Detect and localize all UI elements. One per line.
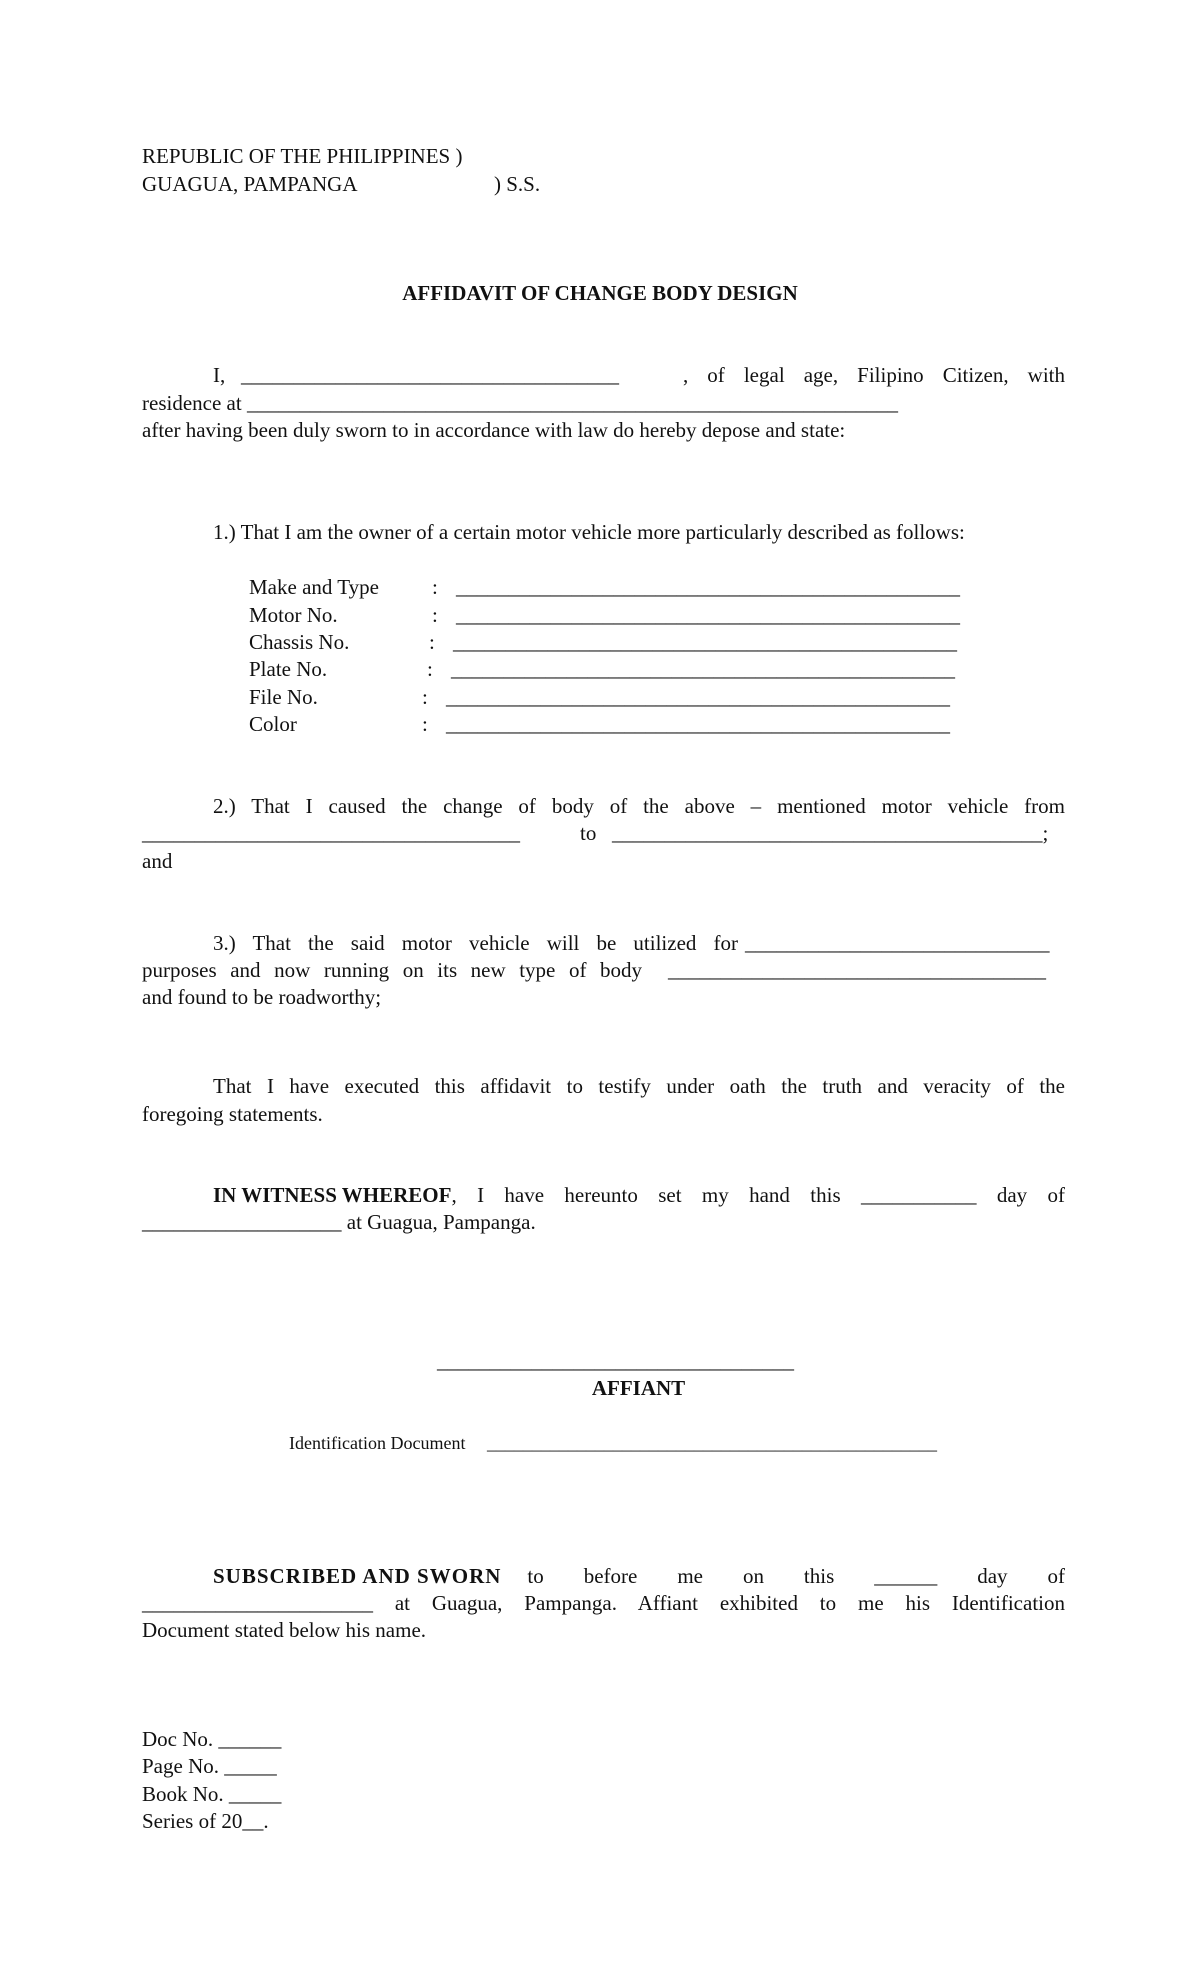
field-colon: : — [422, 712, 428, 736]
jurat-document: Document stated below his name. — [142, 1618, 427, 1642]
field-colon: : — [427, 657, 433, 681]
body-from-blank[interactable]: ____________________________________ — [142, 821, 520, 845]
intro-i: I, — [213, 363, 226, 387]
caption-ss: ) S.S. — [494, 172, 541, 196]
file-no-blank[interactable]: ________________________________________________ — [446, 685, 950, 709]
affiant-signature-line[interactable]: __________________________________ — [437, 1349, 794, 1373]
utilized-for-blank[interactable]: _____________________________ — [745, 931, 1050, 955]
jurat-text[interactable]: to before me on this ______ day of — [527, 1564, 1065, 1588]
witness-date-place[interactable]: ___________________ at Guagua, Pampanga. — [142, 1210, 536, 1234]
identification-document-label: Identification Document — [289, 1433, 466, 1453]
residence-line[interactable]: residence at ______________________________________________________________ — [142, 391, 898, 415]
jurat-heading: SUBSCRIBED AND SWORN — [213, 1564, 502, 1588]
item3-roadworthy: and found to be roadworthy; — [142, 985, 382, 1009]
chassis-no-blank[interactable]: ________________________________________________ — [453, 630, 957, 654]
intro-legal-age: , of legal age, Filipino Citizen, with — [683, 363, 1065, 387]
series-year[interactable]: Series of 20__. — [142, 1809, 269, 1833]
intro-sworn: after having been duly sworn to in accordance with law do hereby depose and state: — [142, 418, 846, 442]
field-label: Motor No. — [249, 603, 338, 627]
field-label: Plate No. — [249, 657, 328, 681]
witness-text[interactable]: , I have hereunto set my hand this ___________ day of — [451, 1183, 1065, 1207]
field-colon: : — [429, 630, 435, 654]
field-colon: : — [432, 575, 438, 599]
motor-no-blank[interactable]: ________________________________________________ — [456, 603, 960, 627]
field-colon: : — [432, 603, 438, 627]
item2-and: and — [142, 849, 173, 873]
plate-no-blank[interactable]: ________________________________________________ — [451, 657, 955, 681]
jurat-line — [213, 1563, 1065, 1590]
field-label: Make and Type — [249, 575, 379, 599]
item3-text: 3.) That the said motor vehicle will be utilized for — [213, 931, 738, 955]
doc-no[interactable]: Doc No. ______ — [142, 1727, 282, 1751]
field-label: File No. — [249, 685, 318, 709]
item2-to: to — [580, 821, 597, 845]
name-blank[interactable]: ____________________________________ — [241, 363, 619, 387]
color-blank[interactable]: ________________________________________________ — [446, 712, 950, 736]
executed-text: That I have executed this affidavit to testify under oath the truth and veracity of the — [213, 1074, 1065, 1098]
item3-purposes: purposes and now running on its new type of body — [142, 958, 642, 982]
page-no[interactable]: Page No. _____ — [142, 1754, 277, 1778]
field-colon: : — [422, 685, 428, 709]
body-to-blank[interactable]: _________________________________________; — [612, 821, 1049, 845]
document-title: AFFIDAVIT OF CHANGE BODY DESIGN — [402, 281, 798, 305]
field-label: Color — [249, 712, 297, 736]
item2-text: 2.) That I caused the change of body of the above – mentioned motor vehicle from — [213, 794, 1065, 818]
identification-document-blank[interactable]: __________________________________________________ — [487, 1433, 937, 1453]
body-type-blank[interactable]: ____________________________________ — [668, 958, 1046, 982]
book-no[interactable]: Book No. _____ — [142, 1782, 282, 1806]
executed-text-cont: foregoing statements. — [142, 1102, 323, 1126]
make-type-blank[interactable]: ________________________________________________ — [456, 575, 960, 599]
caption-republic: REPUBLIC OF THE PHILIPPINES ) — [142, 144, 463, 168]
item1-text: 1.) That I am the owner of a certain motor vehicle more particularly described as follows: — [213, 520, 965, 544]
affiant-label: AFFIANT — [591, 1376, 686, 1400]
caption-venue: GUAGUA, PAMPANGA — [142, 172, 358, 196]
witness-line — [213, 1182, 1065, 1209]
jurat-date-place[interactable]: ______________________ at Guagua, Pampanga. Affiant exhibited to me his Identification — [142, 1591, 1065, 1615]
witness-heading: IN WITNESS WHEREOF — [213, 1183, 452, 1207]
field-label: Chassis No. — [249, 630, 350, 654]
